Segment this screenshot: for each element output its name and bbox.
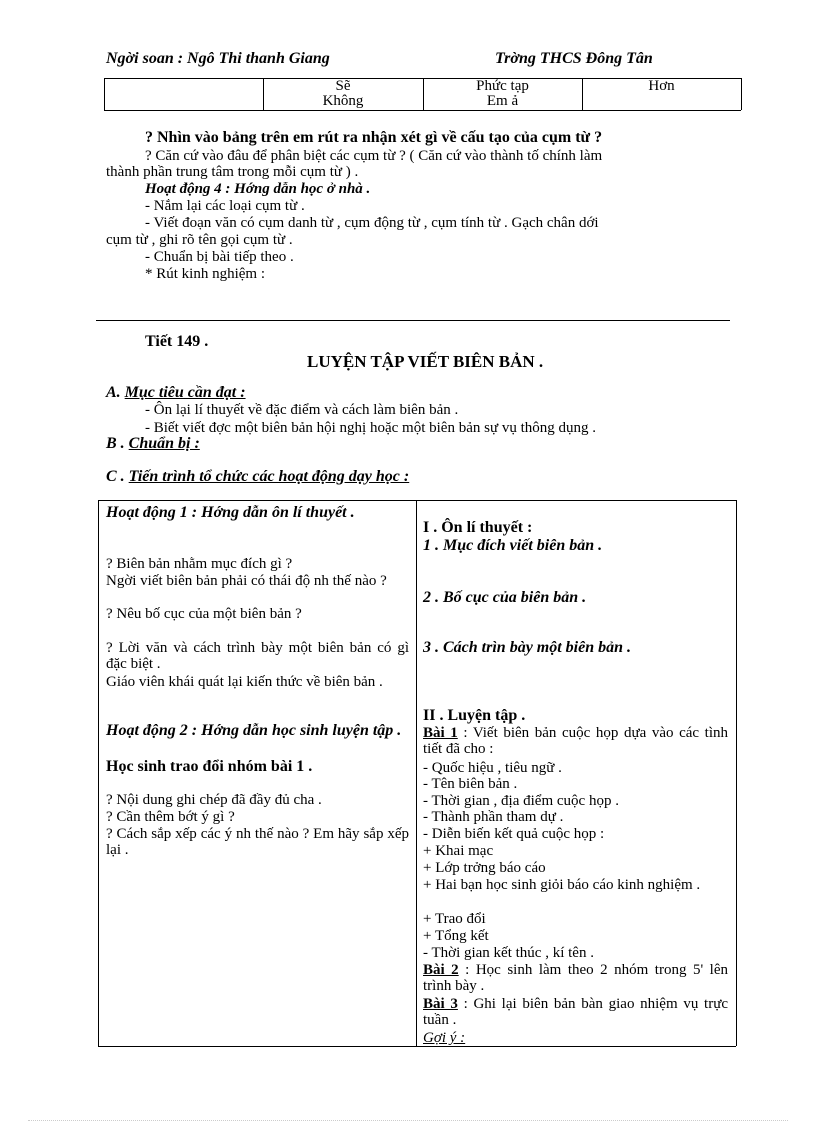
table-cell: Hơn xyxy=(648,78,675,94)
exercise-1-text: : Viết biên bản cuộc họp dựa vào các tình tiết đã cho : xyxy=(423,725,728,757)
theory-item-2: 2 . Bố cục của biên bản . xyxy=(423,589,587,606)
activity-2-heading: Hoạt động 2 : Hớng dẫn học sinh luyện tập . xyxy=(106,722,402,739)
theory-item-3: 3 . Cách trìn bày một biên bản . xyxy=(423,639,632,656)
lesson-number: Tiết 149 . xyxy=(145,333,209,350)
table-cell: Phức tạp Em ả xyxy=(476,78,529,109)
page-bottom-edge xyxy=(28,1120,788,1121)
section-b-title: Chuẩn bị : xyxy=(128,435,200,452)
header-author: Ngời soan : Ngô Thi thanh Giang xyxy=(106,50,330,67)
left-question-5: Giáo viên khái quát lại kiến thức về biên bản . xyxy=(106,674,383,690)
exercise-2-label: Bài 2 xyxy=(423,962,459,978)
group-work-instruction: Học sinh trao đổi nhóm bài 1 . xyxy=(106,758,313,775)
exercise-1-item: - Thời gian kết thúc , kí tên . xyxy=(423,945,594,961)
section-c-title: Tiến trình tổ chức các hoạt động dạy học : xyxy=(128,468,410,485)
section-a-title: Mục tiêu cần đạt : xyxy=(124,384,246,401)
exercise-3 xyxy=(423,996,728,1028)
exercise-1-item: - Diễn biến kết quả cuộc họp : xyxy=(423,826,605,842)
exercise-1-item: - Quốc hiệu , tiêu ngữ . xyxy=(423,760,562,776)
exercise-1-item: + Tổng kết xyxy=(423,928,489,944)
exercise-1-label: Bài 1 xyxy=(423,725,458,741)
exercise-1-item: + Lớp trởng báo cáo xyxy=(423,860,546,876)
exercise-1-item: + Khai mạc xyxy=(423,843,494,859)
exercise-3-text: : Ghi lại biên bản bàn giao nhiệm vụ trực tuần . xyxy=(423,996,728,1028)
table-cell: Sẽ Không xyxy=(322,78,364,109)
theory-item-1: 1 . Mục đích viết biên bản . xyxy=(423,537,603,554)
homework-item-3: - Chuẩn bị bài tiếp theo . xyxy=(145,249,294,265)
exercise-1-item: - Thành phần tham dự . xyxy=(423,809,564,825)
activity-4-heading: Hoạt động 4 : Hớng dẫn học ở nhà . xyxy=(145,181,371,197)
question-2-line-2: thành phần trung tâm trong mỗi cụm từ ) . xyxy=(106,164,359,180)
section-c xyxy=(106,469,409,485)
left-question-6: ? Nội dung ghi chép đã đầy đủ cha . xyxy=(106,792,322,808)
left-question-8: ? Cách sắp xếp các ý nh thế nào ? Em hãy sắp xếp lại . xyxy=(106,826,409,858)
exercise-1 xyxy=(423,725,728,757)
left-question-4: ? Lời văn và cách trình bày một biên bản có gì đặc biệt . xyxy=(106,640,409,672)
section-divider xyxy=(96,320,730,321)
section-b xyxy=(106,436,200,452)
practice-heading: II . Luyện tập . xyxy=(423,707,526,724)
section-c-label: C . xyxy=(106,468,129,485)
question-2-line-1: ? Căn cứ vào đâu để phân biệt các cụm từ ? ( Căn cứ vào thành tố chính làm xyxy=(145,148,603,164)
activity-1-heading: Hoạt động 1 : Hớng dẫn ôn lí thuyết . xyxy=(106,504,355,521)
question-1: ? Nhìn vào bảng trên em rút ra nhận xét gì về cấu tạo của cụm từ ? xyxy=(145,129,603,146)
exercise-2 xyxy=(423,962,728,994)
section-a xyxy=(106,385,246,401)
section-b-label: B . xyxy=(106,435,129,452)
left-question-2: Ngời viết biên bản phải có thái độ nh thế nào ? xyxy=(106,573,387,589)
homework-item-2-line-1: - Viết đoạn văn có cụm danh từ , cụm động từ , cụm tính từ . Gạch chân dới xyxy=(145,215,599,231)
section-a-label: A. xyxy=(106,384,125,401)
exercise-2-text: : Học sinh làm theo 2 nhóm trong 5' lên trình bày . xyxy=(423,962,728,994)
objective-2: - Biết viết đợc một biên bản hội nghị hoặc một biên bản sự vụ thông dụng . xyxy=(145,420,596,436)
experience-note: * Rút kinh nghiệm : xyxy=(145,266,265,282)
exercise-1-item: - Tên biên bản . xyxy=(423,776,518,792)
homework-item-2-line-2: cụm từ , ghi rõ tên gọi cụm từ . xyxy=(106,232,293,248)
exercise-1-item: - Thời gian , địa điểm cuộc họp . xyxy=(423,793,619,809)
header-school: Trờng THCS Đông Tân xyxy=(495,50,653,67)
exercise-1-item: + Hai bạn học sinh giỏi báo cáo kinh nghiệm . xyxy=(423,877,701,893)
left-question-7: ? Cần thêm bớt ý gì ? xyxy=(106,809,235,825)
theory-heading: I . Ôn lí thuyết : xyxy=(423,519,533,536)
hint-label: Gợi ý : xyxy=(423,1030,466,1046)
lesson-title: LUYỆN TẬP VIẾT BIÊN BẢN . xyxy=(307,352,544,371)
exercise-1-item: + Trao đổi xyxy=(423,911,486,927)
homework-item-1: - Nắm lại các loại cụm từ . xyxy=(145,198,305,214)
left-question-1: ? Biên bản nhằm mục đích gì ? xyxy=(106,556,293,572)
exercise-3-label: Bài 3 xyxy=(423,996,458,1012)
objective-1: - Ôn lại lí thuyết về đặc điểm và cách làm biên bản . xyxy=(145,402,459,418)
left-question-3: ? Nêu bố cục của một biên bản ? xyxy=(106,606,302,622)
